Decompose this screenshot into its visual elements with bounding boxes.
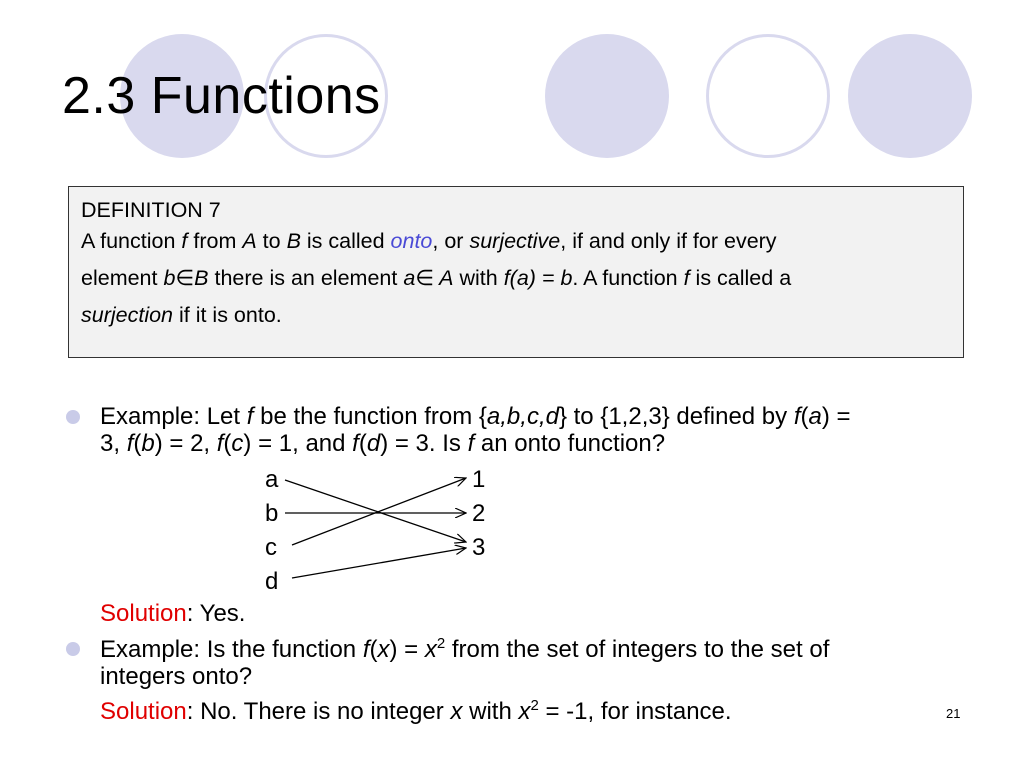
definition-line-3: surjection if it is onto. <box>81 303 282 327</box>
domain-label-d: d <box>265 568 279 595</box>
domain-label-b: b <box>265 500 279 527</box>
slide-title: 2.3 Functions <box>62 67 381 125</box>
decor-circle-3 <box>545 34 669 158</box>
onto-term: onto <box>390 229 433 253</box>
solution-2: Solution: No. There is no integer x with $x^2 = -1$, for instance. <box>100 697 732 725</box>
domain-label-a: a <box>265 466 279 493</box>
decor-circle-4 <box>706 34 830 158</box>
bullet-icon <box>66 410 80 424</box>
codomain-label-1: 1 <box>472 466 486 493</box>
definition-box <box>68 186 964 358</box>
decor-circle-5 <box>848 34 972 158</box>
arrow-d-to-3 <box>292 548 466 578</box>
codomain-label-2: 2 <box>472 500 486 527</box>
solution-label: Solution <box>100 600 187 627</box>
domain-label-c: c <box>265 534 277 561</box>
arrow-c-to-1 <box>292 478 466 545</box>
page-number: 21 <box>946 706 961 721</box>
definition-line-1: A function f from A to B is called onto, or surjective, if and only if for every <box>81 229 777 253</box>
definition-heading: DEFINITION 7 <box>81 198 221 222</box>
example-1-text: Example: Let f be the function from {a,b,c,d} to {1,2,3} defined by f(a) = 3, f(b) = 2, f(c) = 1, and f(d) = 3. Is f an onto function? <box>100 403 851 457</box>
arrow-a-to-3 <box>285 480 466 542</box>
example-2-text: Example: Is the function $f(x) = x^2$ from the set of integers to the set of integers onto? <box>100 635 830 690</box>
definition-line-2: element b∈B there is an element a∈ A with f(a) = b. A function f is called a <box>81 266 792 290</box>
solution-1: Solution: Yes. <box>100 600 246 627</box>
codomain-label-3: 3 <box>472 534 486 561</box>
solution-label: Solution <box>100 698 187 725</box>
bullet-icon <box>66 642 80 656</box>
